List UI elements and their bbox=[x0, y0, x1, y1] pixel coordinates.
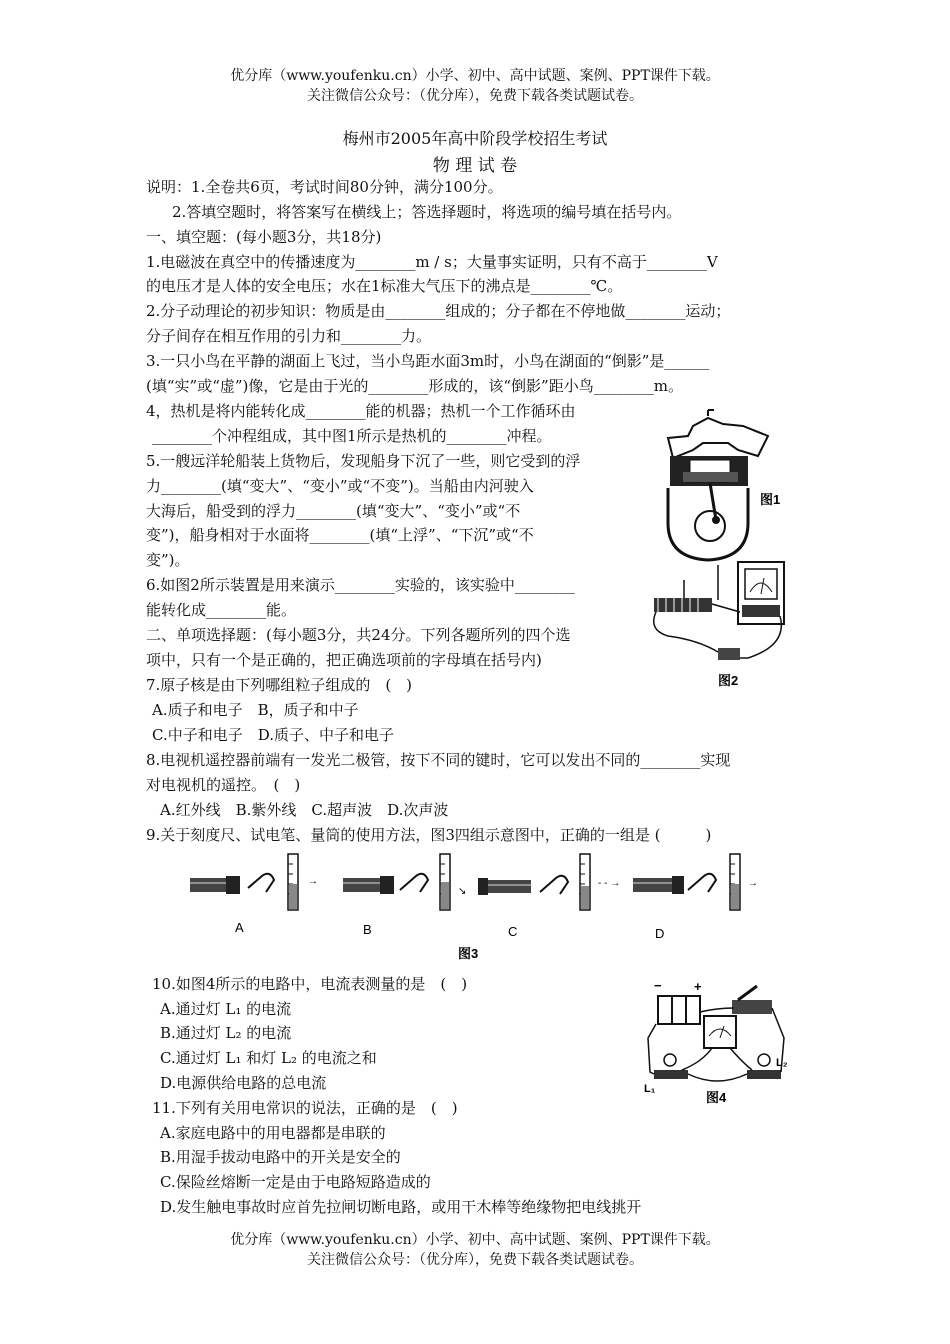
figure-2-apparatus bbox=[648, 560, 798, 695]
header-line-2: 关注微信公众号：（优分库），免费下载各类试题试卷。 bbox=[307, 88, 643, 104]
q11-option-a: A.家庭电路中的用电器都是串联的 bbox=[160, 1124, 386, 1142]
q3-line-1: 3.一只小鸟在平静的湖面上飞过，当小鸟距水面3m时，小鸟在湖面的“倒影”是______ bbox=[146, 352, 710, 370]
svg-text:−: − bbox=[654, 978, 662, 993]
figure-3-label-a: A bbox=[235, 920, 244, 935]
q3-line-2: (填“实”或“虚”)像，它是由于光的________形成的，该“倒影”距小鸟________m。 bbox=[146, 377, 683, 395]
q10-stem: 10.如图4所示的电路中，电流表测量的是 ( ) bbox=[152, 975, 468, 993]
figure-3-label-b: B bbox=[363, 922, 372, 937]
figure-3-label: 图3 bbox=[458, 946, 479, 961]
q11-option-b: B.用湿手拔动电路中的开关是安全的 bbox=[160, 1148, 401, 1166]
svg-text:↘: ↘ bbox=[458, 886, 467, 897]
note-2: 2.答填空题时，将答案写在横线上；答选择题时，将选项的编号填在括号内。 bbox=[172, 203, 682, 221]
footer-line-1: 优分库（www.youfenku.cn）小学、初中、高中试题、案例、PPT课件下载。 bbox=[230, 1232, 720, 1248]
q2-line-1: 2.分子动理论的初步知识：物质是由________组成的；分子都在不停地做________运动； bbox=[146, 302, 731, 320]
svg-text:- - →: - - → bbox=[598, 878, 621, 889]
q5-line-2: 力________(填“变大”、“变小”或“不变”)。当船由内河驶入 bbox=[146, 477, 534, 495]
q10-option-c: C.通过灯 L₁ 和灯 L₂ 的电流之和 bbox=[160, 1049, 377, 1067]
figure-3-groups bbox=[188, 850, 768, 965]
q10-option-a: A.通过灯 L₁ 的电流 bbox=[160, 1000, 292, 1018]
svg-text:→: → bbox=[308, 876, 318, 887]
exam-subject: 物 理 试 卷 bbox=[432, 156, 518, 176]
figure-4-circuit bbox=[642, 978, 792, 1108]
q11-stem: 11.下列有关用电常识的说法，正确的是 ( ) bbox=[152, 1099, 458, 1117]
svg-text:+: + bbox=[694, 979, 702, 994]
q5-line-3: 大海后，船受到的浮力________(填“变大”、“变小”或“不 bbox=[146, 502, 521, 520]
q8-line-2: 对电视机的遥控。 ( ) bbox=[146, 776, 301, 794]
q7-stem: 7.原子核是由下列哪组粒子组成的 ( ) bbox=[146, 676, 413, 694]
figure-3-label-d: D bbox=[655, 926, 665, 941]
q5-line-1: 5.一艘远洋轮船装上货物后，发现船身下沉了一些，则它受到的浮 bbox=[146, 452, 581, 470]
q4-line-2: ________个冲程组成，其中图1所示是热机的________冲程。 bbox=[152, 427, 552, 445]
figure-4-l1-label: L₁ bbox=[644, 1083, 656, 1095]
q7-options-1: A.质子和电子 B，质子和中子 bbox=[152, 701, 359, 719]
note-1: 说明：1.全卷共6页，考试时间80分钟，满分100分。 bbox=[146, 178, 503, 196]
q10-option-d: D.电源供给电路的总电流 bbox=[160, 1074, 327, 1092]
q11-option-d: D.发生触电事故时应首先拉闸切断电路，或用干木棒等绝缘物把电线挑开 bbox=[160, 1198, 642, 1216]
header-line-1: 优分库（www.youfenku.cn）小学、初中、高中试题、案例、PPT课件下载。 bbox=[230, 68, 720, 84]
q9-stem: 9.关于刻度尺、试电笔、量筒的使用方法，图3四组示意图中，正确的一组是 ( ) bbox=[146, 826, 712, 844]
exam-title: 梅州市2005年高中阶段学校招生考试 bbox=[342, 129, 608, 148]
q2-line-2: 分子间存在相互作用的引力和________力。 bbox=[146, 327, 432, 345]
section2-heading-1: 二、单项选择题：(每小题3分，共24分。下列各题所列的四个选 bbox=[146, 626, 571, 644]
figure-1-label: 图1 bbox=[760, 492, 781, 507]
footer-line-2: 关注微信公众号：（优分库），免费下载各类试题试卷。 bbox=[307, 1252, 643, 1268]
q11-option-c: C.保险丝熔断一定是由于电路短路造成的 bbox=[160, 1173, 431, 1191]
figure-3-label-c: C bbox=[508, 924, 518, 939]
q10-option-b: B.通过灯 L₂ 的电流 bbox=[160, 1024, 292, 1042]
figure-4-l2-label: L₂ bbox=[776, 1057, 788, 1069]
q1-line-2: 的电压才是人体的安全电压；水在1标准大气压下的沸点是________℃。 bbox=[146, 277, 623, 295]
section1-heading: 一、填空题：(每小题3分，共18分) bbox=[146, 228, 382, 246]
q1-line-1: 1.电磁波在真空中的传播速度为________m / s；大量事实证明，只有不高于________V bbox=[146, 253, 718, 271]
svg-text:→: → bbox=[748, 878, 758, 889]
figure-2-label: 图2 bbox=[718, 673, 739, 688]
section2-heading-2: 项中，只有一个是正确的，把正确选项前的字母填在括号内) bbox=[146, 651, 542, 669]
figure-4-label: 图4 bbox=[706, 1090, 727, 1105]
q7-options-2: C.中子和电子 D.质子、中子和电子 bbox=[152, 726, 394, 744]
q8-line-1: 8.电视机遥控器前端有一发光二极管，按下不同的键时，它可以发出不同的________实现 bbox=[146, 751, 731, 769]
q5-line-4: 变”)，船身相对于水面将________(填“上浮”、“下沉”或“不 bbox=[146, 526, 534, 544]
q4-line-1: 4，热机是将内能转化成________能的机器；热机一个工作循环由 bbox=[146, 402, 576, 420]
q5-line-5: 变”)。 bbox=[146, 551, 190, 569]
q8-options: A.红外线 B.紫外线 C.超声波 D.次声波 bbox=[160, 801, 449, 819]
figure-1-engine bbox=[648, 408, 788, 568]
q6-line-2: 能转化成________能。 bbox=[146, 601, 297, 619]
q6-line-1: 6.如图2所示装置是用来演示________实验的，该实验中________ bbox=[146, 576, 575, 594]
